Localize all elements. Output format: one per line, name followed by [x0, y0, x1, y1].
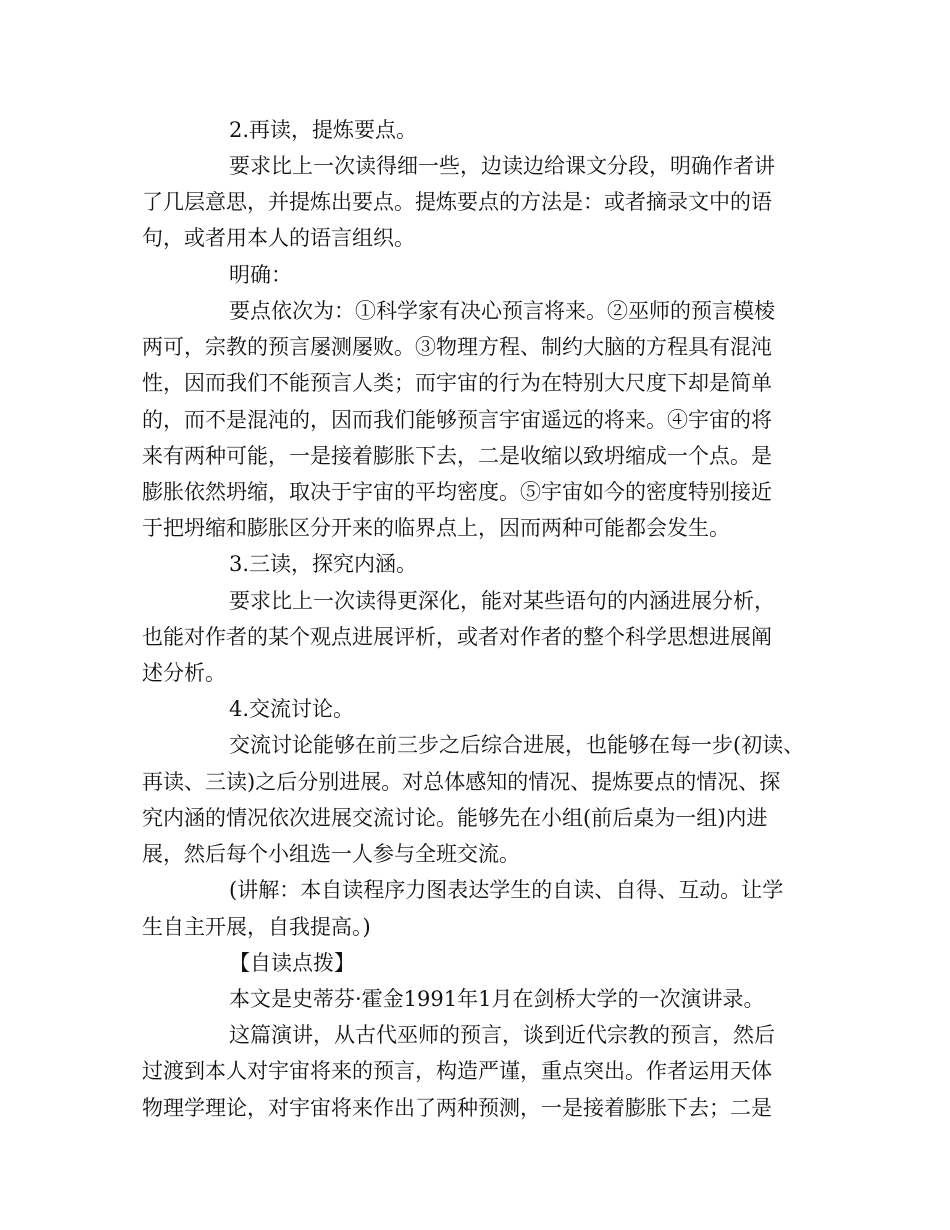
paragraph-line: 来有两种可能，一是接着膨胀下去，二是收缩以致坍缩成一个点。是: [142, 444, 772, 468]
paragraph-line: 于把坍缩和膨胀区分开来的临界点上，因而两种可能都会发生。: [142, 516, 730, 540]
paragraph-line: 要求比上一次读得更深化，能对某些语句的内涵进展分析，: [229, 589, 775, 613]
paragraph-line: 要点依次为：①科学家有决心预言将来。②巫师的预言模棱: [229, 299, 775, 323]
paragraph-line: 也能对作者的某个观点进展评析，或者对作者的整个科学思想进展阐: [142, 625, 772, 649]
paragraph-line: 述分析。: [142, 661, 226, 685]
section-heading: 4.交流讨论。: [229, 697, 355, 721]
paragraph-line: 展，然后每个小组选一人参与全班交流。: [142, 842, 520, 866]
paragraph-line: 这篇演讲，从古代巫师的预言，谈到近代宗教的预言，然后: [229, 1023, 775, 1047]
paragraph-line: 本文是史蒂芬·霍金1991年1月在剑桥大学的一次演讲录。: [229, 987, 765, 1011]
paragraph-line: 交流讨论能够在前三步之后综合进展，也能够在每一步(初读、: [229, 733, 805, 757]
paragraph-line: 再读、三读)之后分别进展。对总体感知的情况、提炼要点的情况、探: [142, 770, 781, 794]
section-heading: 3.三读，探究内涵。: [229, 552, 418, 576]
paragraph-line: 过渡到本人对宇宙将来的预言，构造严谨，重点突出。作者运用天体: [142, 1059, 772, 1083]
paragraph-line: 的，而不是混沌的，因而我们能够预言宇宙遥远的将来。④宇宙的将: [142, 408, 772, 432]
paragraph-line: 句，或者用本人的语言组织。: [142, 226, 415, 250]
paragraph-line: 要求比上一次读得细一些，边读边给课文分段，明确作者讲: [229, 154, 775, 178]
paragraph-line: (讲解：本自读程序力图表达学生的自读、自得、互动。让学: [229, 878, 784, 902]
paragraph-line: 性，因而我们不能预言人类；而宇宙的行为在特别大尺度下却是简单: [142, 371, 772, 395]
paragraph-line: 两可，宗教的预言屡测屡败。③物理方程、制约大脑的方程具有混沌: [142, 335, 772, 359]
paragraph-line: 明确：: [229, 263, 292, 287]
paragraph-line: 究内涵的情况依次进展交流讨论。能够先在小组(前后桌为一组)内进: [142, 806, 768, 830]
section-heading: 2.再读，提炼要点。: [229, 118, 418, 142]
section-heading: 【自读点拨】: [229, 951, 355, 975]
paragraph-line: 物理学理论，对宇宙将来作出了两种预测，一是接着膨胀下去；二是: [142, 1096, 772, 1120]
paragraph-line: 生自主开展，自我提高。): [142, 915, 371, 939]
paragraph-line: 膨胀依然坍缩，取决于宇宙的平均密度。⑤宇宙如今的密度特别接近: [142, 480, 772, 504]
paragraph-line: 了几层意思，并提炼出要点。提炼要点的方法是：或者摘录文中的语: [142, 190, 772, 214]
